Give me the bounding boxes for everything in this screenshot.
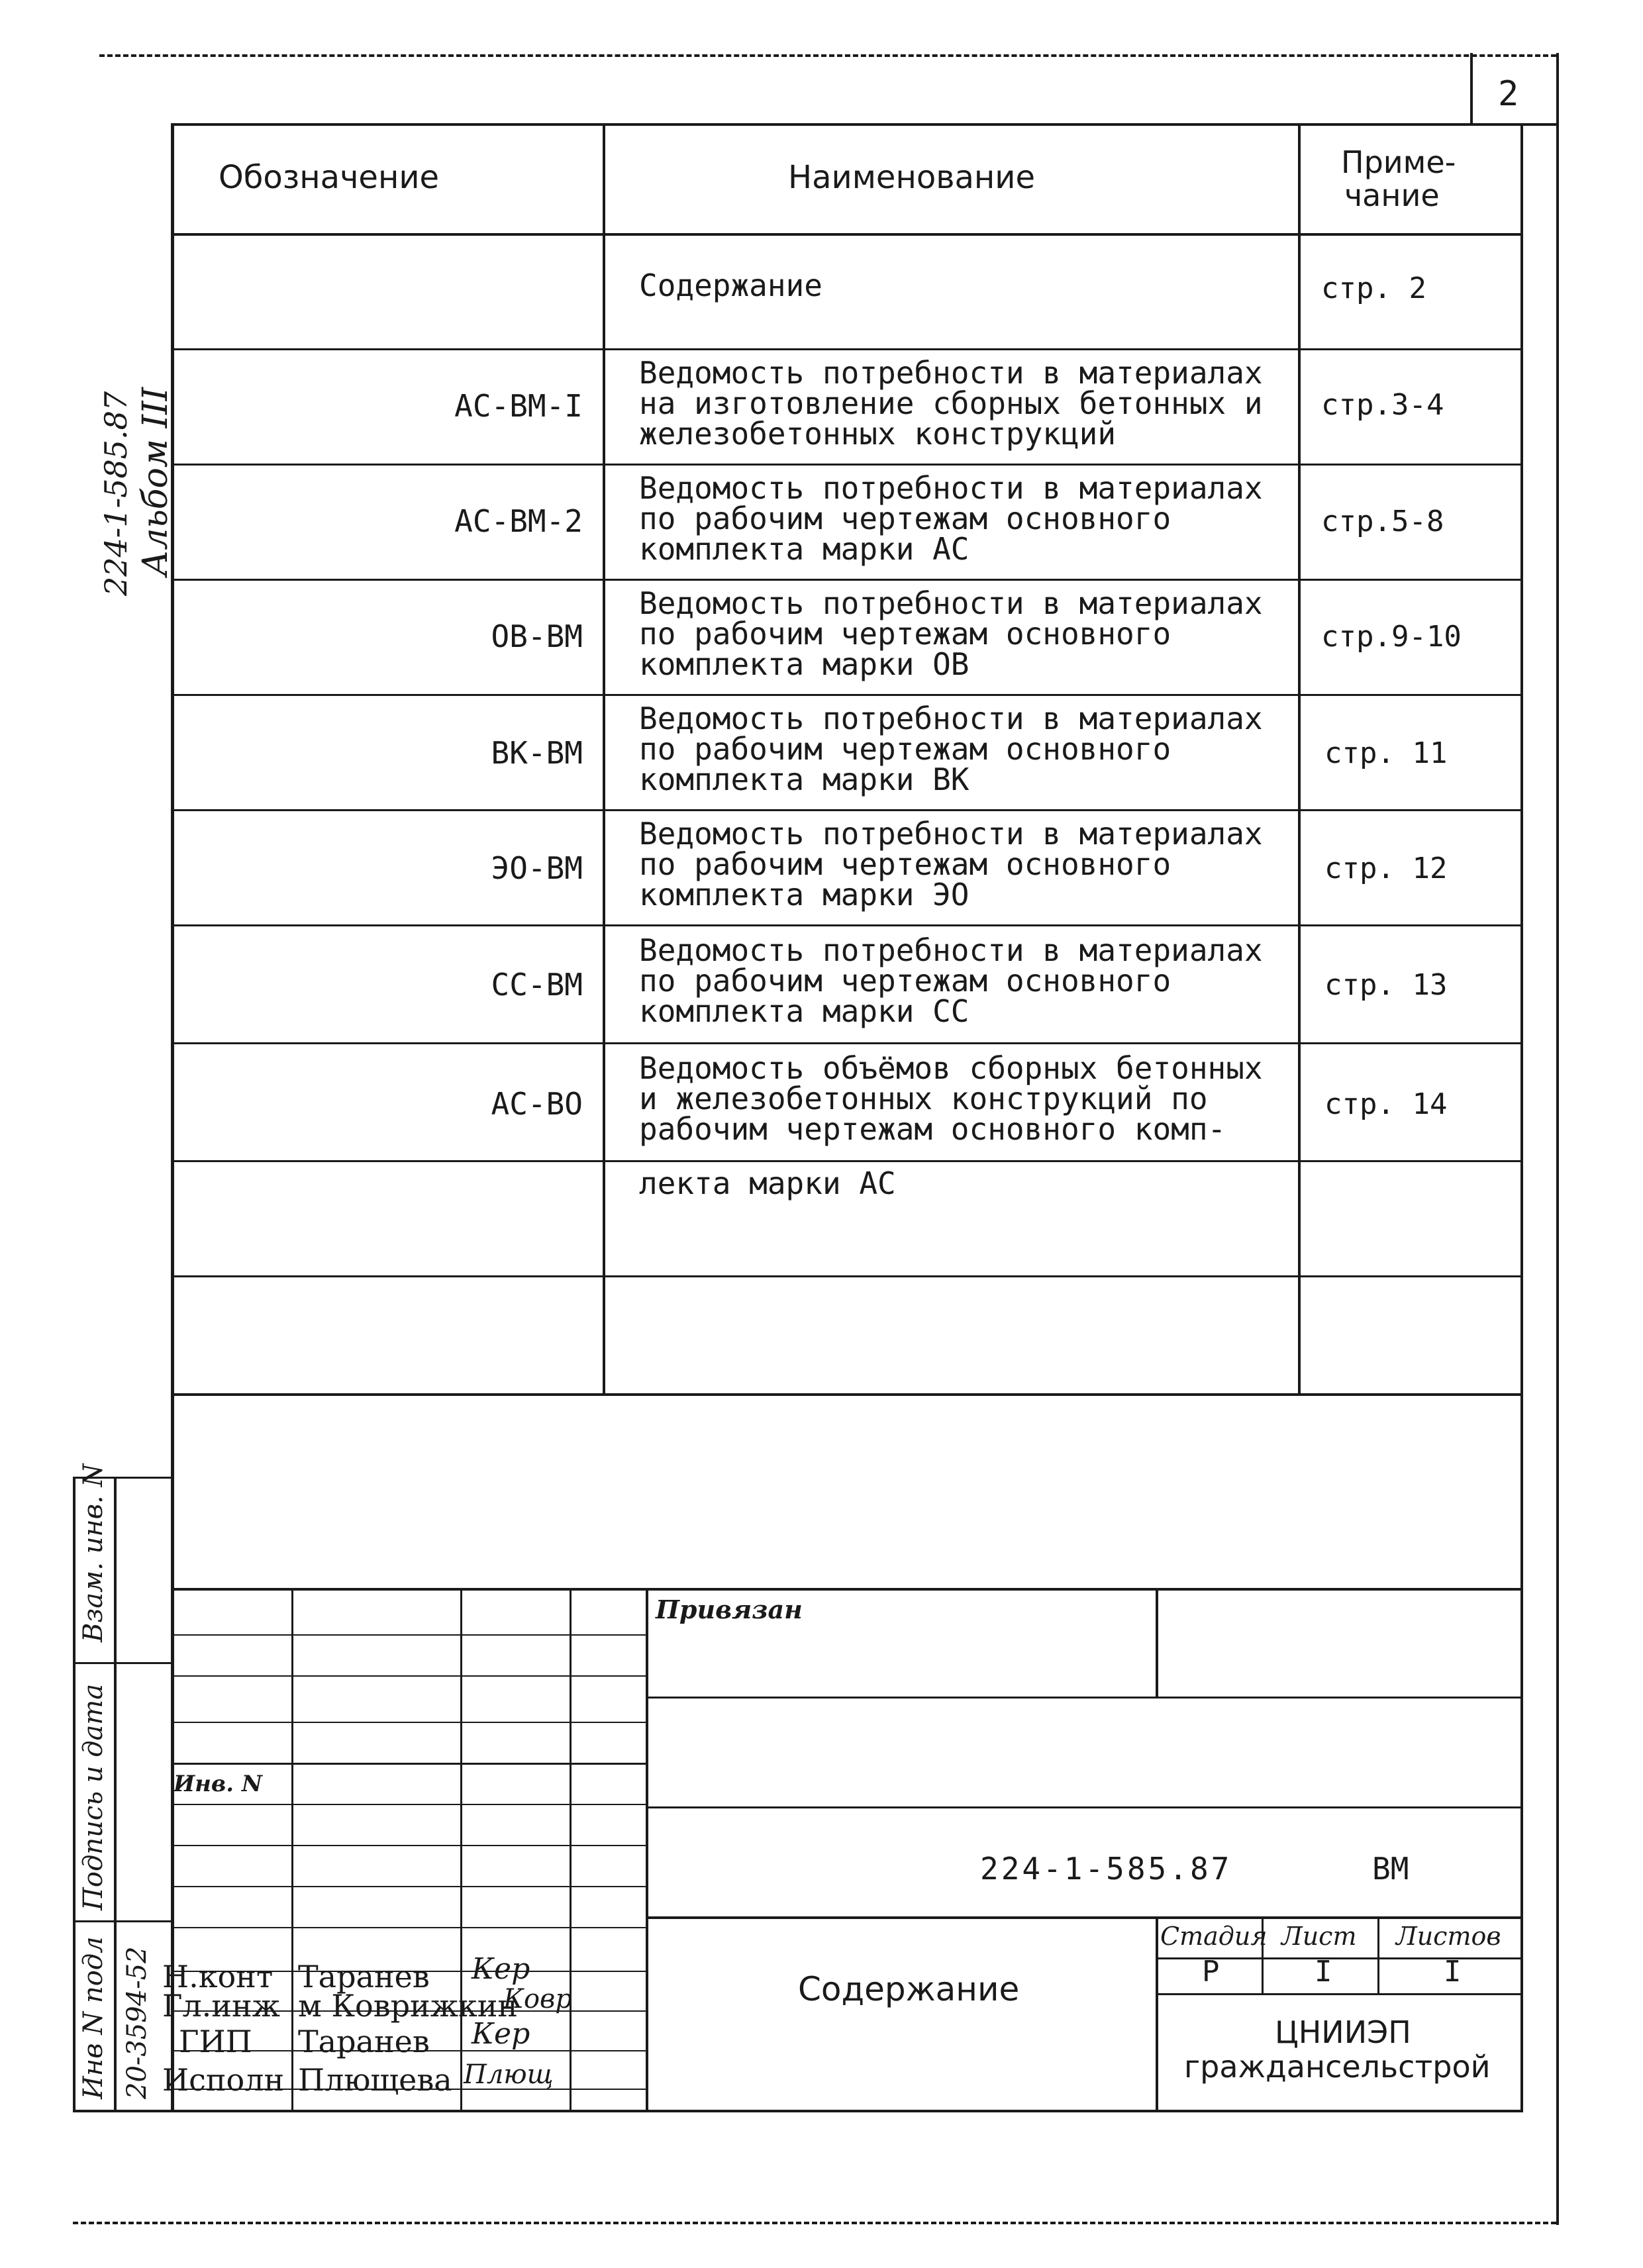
sheet-value: I: [1315, 1955, 1332, 1989]
row-name-line: комплекта марки АС: [639, 531, 970, 567]
header-note-2: чание: [1344, 177, 1440, 213]
header-note-1: Приме-: [1341, 144, 1456, 180]
stage-label: Стадия: [1160, 1922, 1268, 1951]
row-name-line: Ведомость потребности в материалах: [639, 932, 1263, 968]
row-note: стр.9-10: [1321, 620, 1462, 654]
row-note: стр. 12: [1324, 852, 1448, 885]
row-name-line: по рабочим чертежам основного: [639, 963, 1171, 999]
row-name-line: лекта марки АС: [639, 1165, 896, 1201]
row-note: стр. 11: [1324, 736, 1448, 770]
row-name-line: Ведомость потребности в материалах: [639, 585, 1263, 621]
row-name-line: Ведомость объёмов сборных бетонных: [639, 1050, 1263, 1086]
signer-role: ГИП: [179, 2024, 252, 2059]
sheet-title: Содержание: [798, 1970, 1020, 2008]
side-album-code: 224-1-585.87: [98, 391, 134, 596]
row-name-line: железобетонных конструкций: [639, 416, 1117, 452]
row-name-line: комплекта марки ОВ: [639, 646, 970, 682]
stamp-sign-date: Подпись и дата: [78, 1683, 109, 1910]
sheets-value: I: [1444, 1955, 1462, 1989]
doc-code: 224-1-585.87: [980, 1851, 1232, 1887]
row-name-line: Ведомость потребности в материалах: [639, 816, 1263, 852]
row-name-line: рабочим чертежам основного комп-: [639, 1111, 1226, 1147]
row-name-line: Ведомость потребности в материалах: [639, 701, 1263, 736]
row-code: ВК-ВМ: [491, 735, 583, 771]
inv-label: Инв. N: [174, 1771, 262, 1797]
side-album-label: Альбом III: [136, 387, 175, 576]
row-code: СС-ВМ: [491, 967, 583, 1003]
org-line-1: ЦНИИЭП: [1275, 2014, 1411, 2050]
bound-label: Привязан: [656, 1595, 803, 1624]
row-name-line: по рабочим чертежам основного: [639, 501, 1171, 536]
row-code: АС-ВМ-I: [454, 388, 583, 424]
header-designation: Обозначение: [219, 159, 440, 196]
header-name: Наименование: [788, 159, 1036, 196]
row-name-line: Содержание: [639, 268, 822, 303]
row-name-line: комплекта марки ЭО: [639, 877, 970, 912]
stamp-inv-orig: Взам. инв. N: [78, 1463, 109, 1642]
row-note: стр. 2: [1321, 271, 1426, 305]
sheets-label: Листов: [1396, 1922, 1501, 1951]
row-note: стр.5-8: [1321, 505, 1444, 538]
row-name-line: Ведомость потребности в материалах: [639, 355, 1263, 391]
row-name-line: на изготовление сборных бетонных и: [639, 385, 1263, 421]
sheet-label: Лист: [1281, 1922, 1357, 1951]
row-note: стр.3-4: [1321, 388, 1444, 422]
signer-signature: Ковр: [503, 1984, 572, 2014]
stamp-number: 20-3594-52: [122, 1946, 152, 2099]
signer-signature: Кер: [472, 2017, 530, 2051]
page-number: 2: [1498, 74, 1519, 114]
signer-name: Плющева: [298, 2062, 452, 2098]
signer-name: м Коврижкин: [298, 1988, 519, 2024]
row-note: стр. 14: [1324, 1087, 1448, 1121]
row-note: стр. 13: [1324, 968, 1448, 1002]
doc-mark: ВМ: [1372, 1851, 1409, 1887]
stamp-inv-sub: Инв N подл: [78, 1936, 109, 2099]
row-code: ЭО-ВМ: [491, 850, 583, 886]
signer-role: Гл.инж: [162, 1988, 280, 2024]
row-name-line: комплекта марки СС: [639, 993, 970, 1029]
signer-signature: Плющ: [464, 2059, 554, 2090]
signer-name: Таранев: [298, 1959, 430, 1995]
row-name-line: по рабочим чертежам основного: [639, 846, 1171, 882]
signer-role: Н.конт: [162, 1959, 274, 1995]
org-line-2: граждансельстрой: [1184, 2049, 1491, 2085]
row-name-line: и железобетонных конструкций по: [639, 1081, 1208, 1116]
row-name-line: Ведомость потребности в материалах: [639, 470, 1263, 506]
row-code: АС-ВО: [491, 1086, 583, 1122]
stage-value: Р: [1202, 1955, 1220, 1989]
signer-name: Таранев: [298, 2024, 430, 2059]
signer-role: Исполн: [162, 2062, 285, 2098]
row-name-line: по рабочим чертежам основного: [639, 616, 1171, 652]
signer-signature: Кер: [472, 1952, 530, 1986]
row-name-line: по рабочим чертежам основного: [639, 731, 1171, 767]
row-name-line: комплекта марки ВК: [639, 762, 970, 797]
row-code: ОВ-ВМ: [491, 618, 583, 654]
row-code: АС-ВМ-2: [454, 503, 583, 539]
